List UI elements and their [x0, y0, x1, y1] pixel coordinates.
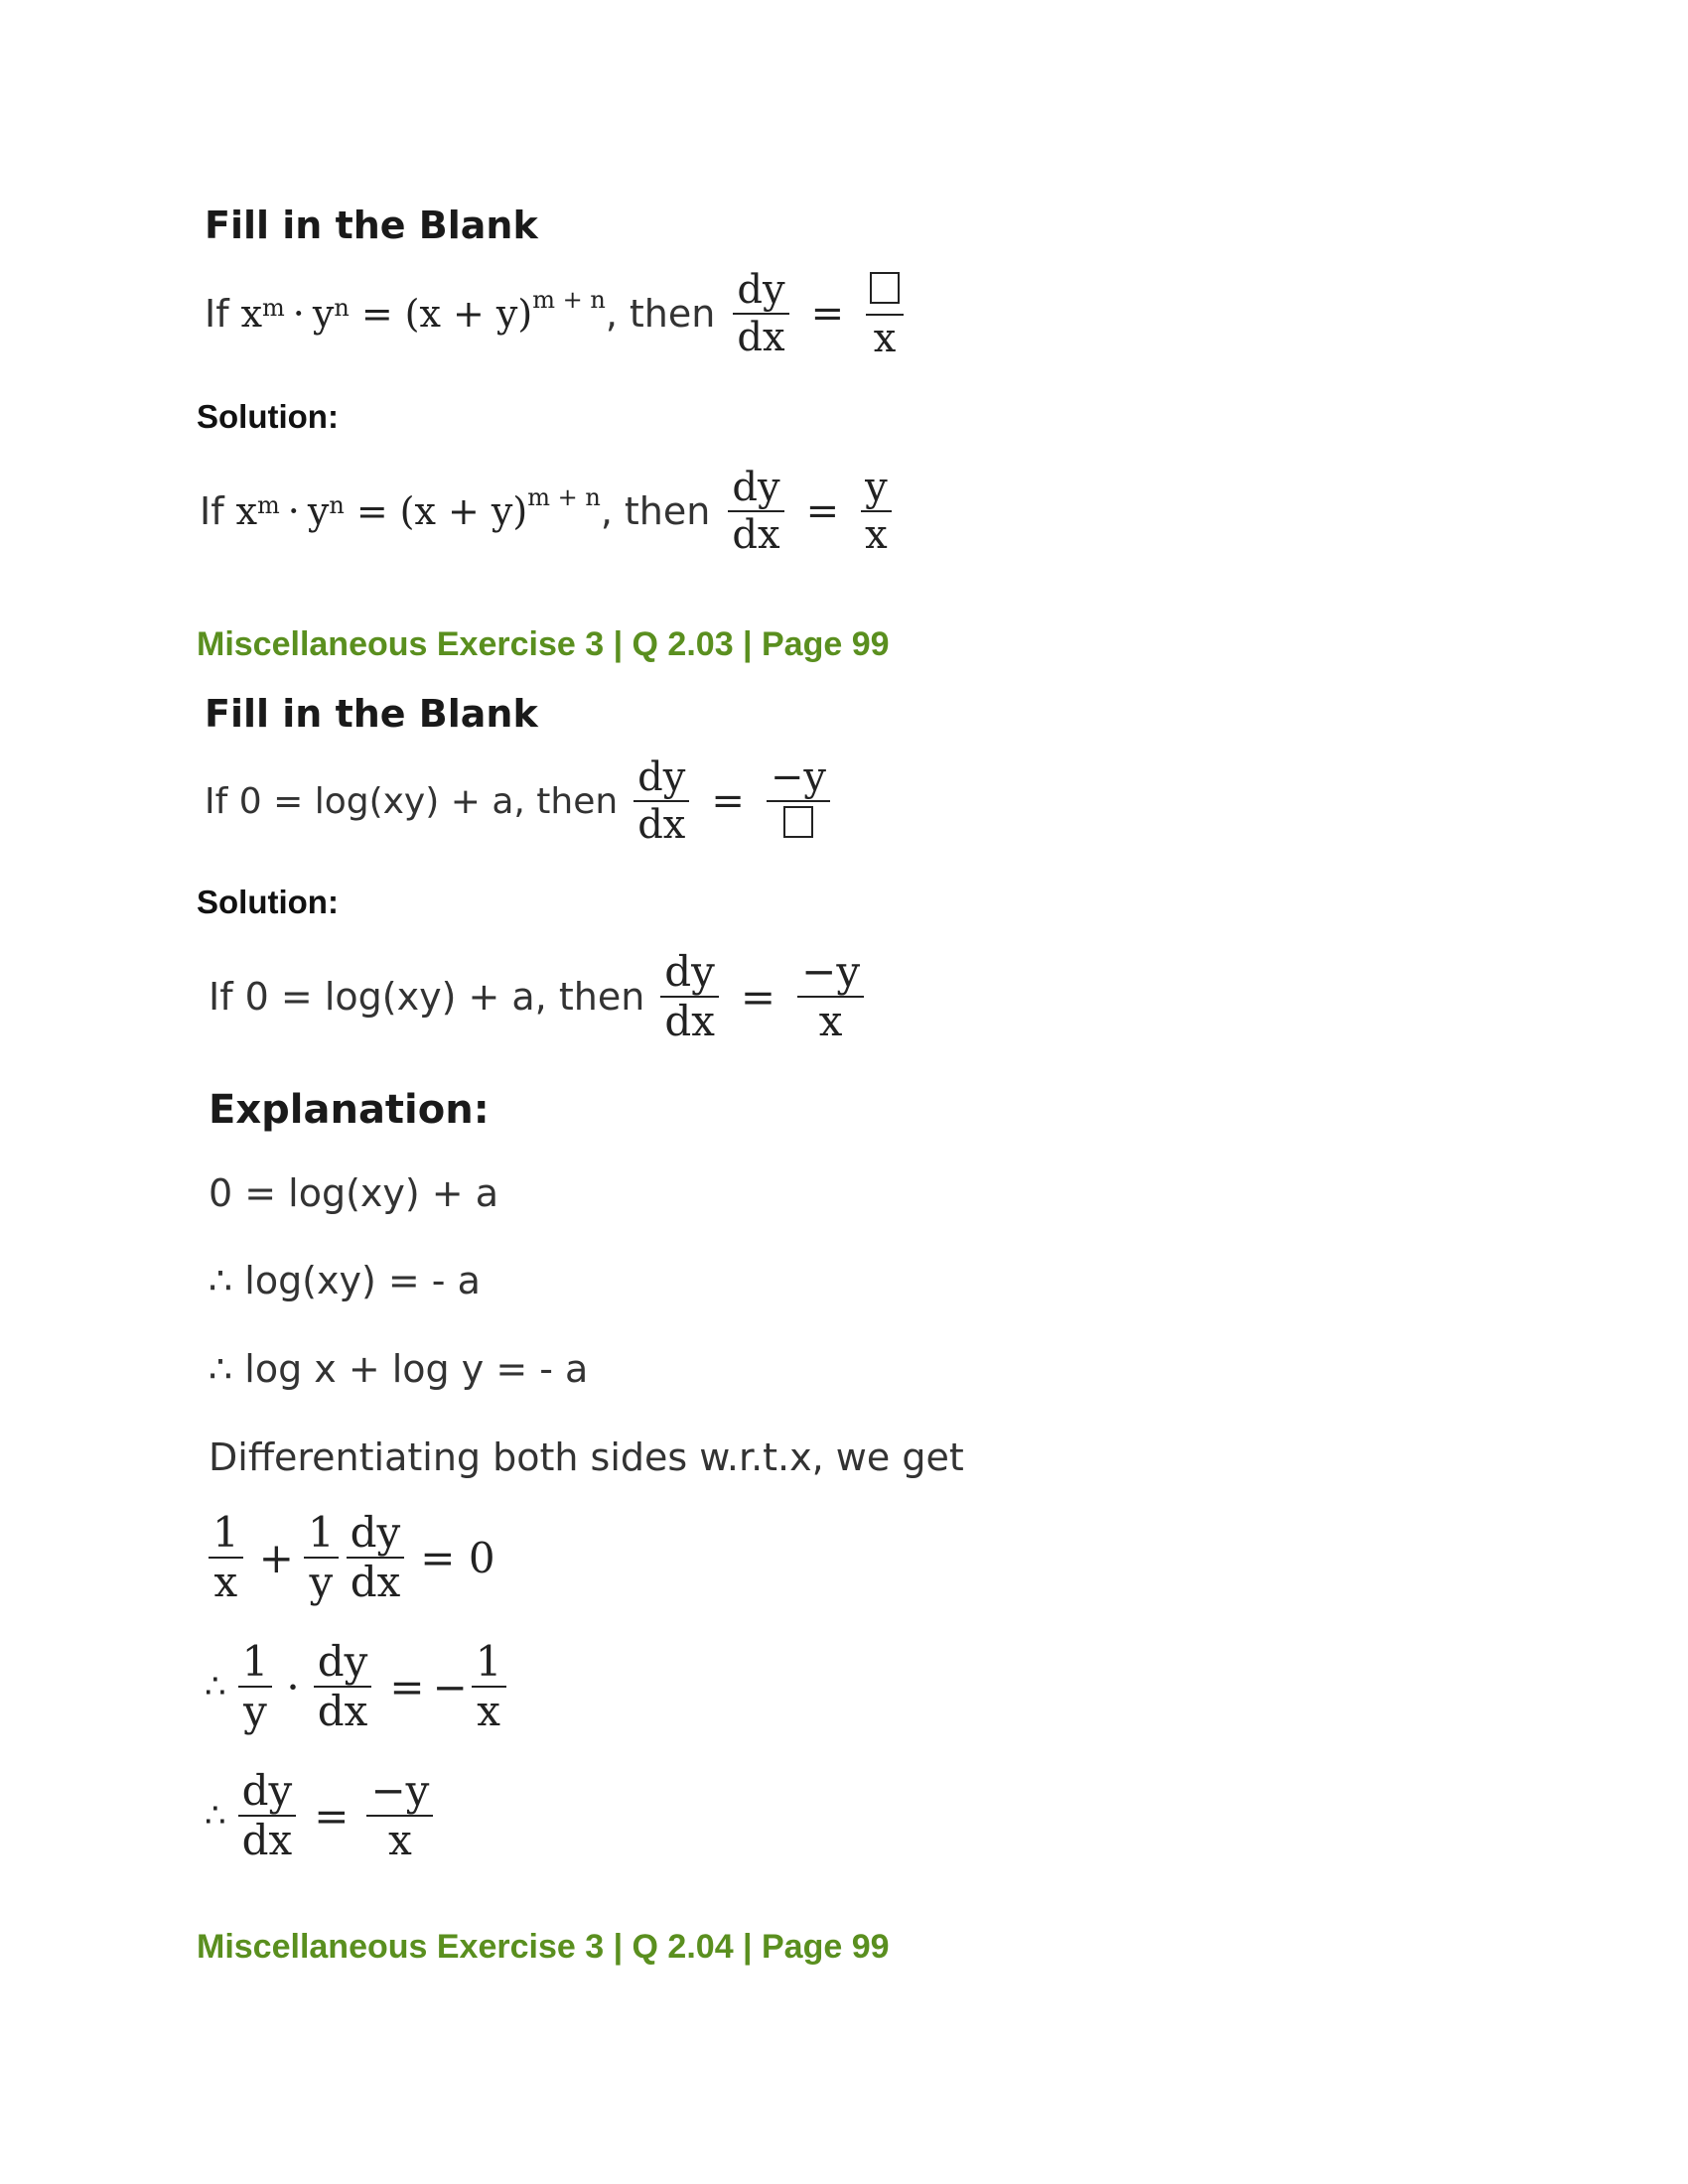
fraction-denominator: x	[213, 1558, 238, 1607]
fraction-numerator: y	[865, 465, 888, 510]
section-heading	[205, 204, 538, 247]
step-text: Differentiating both sides w.r.t.x, we get	[209, 1435, 964, 1479]
answer-fraction	[866, 266, 904, 361]
equals-sign: =	[355, 489, 388, 533]
fraction-numerator: −y	[370, 1766, 430, 1815]
equals-zero: = 0	[420, 1533, 495, 1582]
rhs-base: (x + y)	[404, 292, 533, 336]
fraction-numerator: −y	[770, 754, 827, 800]
dot-operator: ·	[287, 489, 300, 533]
explanation-label-text: Explanation:	[209, 1087, 490, 1133]
fraction-denominator: dx	[317, 1687, 368, 1736]
answer-fraction	[861, 465, 892, 558]
fraction-denominator: dx	[732, 512, 780, 558]
fraction-denominator: x	[865, 512, 888, 558]
question-text: If 0 = log(xy) + a, then	[205, 780, 619, 822]
section-heading	[205, 692, 538, 736]
answer-fraction	[767, 754, 830, 848]
answer-fraction	[797, 948, 864, 1046]
fraction-denominator: x	[388, 1816, 412, 1865]
dy-dx-fraction	[660, 948, 719, 1046]
fraction-denominator: dx	[241, 1816, 293, 1865]
fraction	[347, 1509, 405, 1607]
solution-equation	[200, 465, 902, 558]
comma: ,	[605, 292, 618, 336]
fraction	[314, 1638, 372, 1736]
equals-sign: =	[389, 1662, 425, 1711]
fraction-numerator: 1	[307, 1508, 335, 1557]
fraction-numerator: 1	[241, 1637, 269, 1686]
fraction-denominator: x	[818, 997, 843, 1046]
fraction-denominator: dx	[664, 997, 715, 1046]
dy-dx-fraction	[733, 267, 788, 360]
plus-sign: +	[258, 1533, 294, 1582]
box-icon	[866, 266, 904, 314]
question-equation	[205, 754, 840, 848]
solution-label-text: Solution:	[197, 398, 339, 435]
rhs-exponent: m + n	[527, 483, 601, 511]
fraction-numerator: dy	[317, 1637, 368, 1686]
fraction-numerator: dy	[737, 267, 785, 313]
exponent-m: m	[262, 294, 285, 322]
dy-dx-fraction	[728, 465, 783, 558]
if-word: If	[205, 292, 229, 336]
exercise-link[interactable]	[197, 1928, 890, 1967]
question-equation	[205, 266, 914, 361]
step-text: 0 = log(xy) + a	[209, 1171, 499, 1215]
var-x: x	[235, 489, 258, 533]
fraction	[238, 1767, 297, 1865]
solution-text: If 0 = log(xy) + a, then	[209, 975, 645, 1020]
solution-label-text: Solution:	[197, 884, 339, 920]
fraction-denominator: dx	[350, 1558, 401, 1607]
box-icon	[779, 802, 817, 848]
exercise-link-text[interactable]: Miscellaneous Exercise 3 | Q 2.03 | Page 99	[197, 625, 890, 663]
var-y: y	[312, 292, 335, 336]
fraction	[472, 1638, 506, 1736]
dot-operator: ·	[292, 292, 305, 336]
fraction	[304, 1509, 339, 1607]
comma: ,	[600, 489, 613, 533]
fraction-numerator: dy	[637, 754, 686, 800]
derivation-equation-3	[205, 1767, 443, 1865]
exponent-n: n	[329, 491, 345, 519]
fraction-numerator: −y	[801, 947, 861, 996]
dy-dx-fraction	[633, 754, 689, 848]
dot-operator: ·	[286, 1662, 300, 1711]
fraction-denominator: dx	[637, 802, 686, 848]
step-text: ∴ log(xy) = - a	[209, 1259, 481, 1302]
explanation-heading	[209, 1087, 490, 1133]
exercise-link-text[interactable]: Miscellaneous Exercise 3 | Q 2.04 | Page 99	[197, 1928, 890, 1966]
fraction-denominator: y	[309, 1558, 334, 1607]
fraction	[366, 1767, 433, 1865]
fraction-numerator: dy	[241, 1766, 293, 1815]
explanation-step	[209, 1435, 964, 1479]
var-y: y	[307, 489, 330, 533]
then-word: then	[629, 292, 716, 336]
solution-equation	[209, 948, 874, 1046]
derivation-equation-2	[205, 1638, 516, 1736]
if-word: If	[200, 489, 224, 533]
fraction-denominator: y	[243, 1687, 267, 1736]
exponent-m: m	[257, 491, 280, 519]
explanation-step	[209, 1347, 588, 1391]
exponent-n: n	[334, 294, 350, 322]
equals-sign: =	[314, 1791, 350, 1841]
equals-sign: =	[360, 292, 393, 336]
heading-text: Fill in the Blank	[205, 692, 538, 736]
explanation-step	[209, 1171, 498, 1215]
equals-sign: =	[810, 291, 845, 337]
solution-label	[197, 398, 339, 436]
rhs-base: (x + y)	[399, 489, 528, 533]
fraction-numerator: 1	[212, 1508, 239, 1557]
fraction-denominator: x	[873, 316, 897, 361]
equals-sign: =	[711, 778, 745, 824]
fraction-numerator: dy	[350, 1508, 401, 1557]
equals-sign: =	[740, 972, 776, 1022]
derivation-equation-1	[205, 1509, 495, 1607]
var-x: x	[240, 292, 263, 336]
fraction-denominator: x	[477, 1687, 500, 1736]
then-word: then	[624, 489, 711, 533]
minus-sign: −	[432, 1662, 468, 1711]
rhs-exponent: m + n	[532, 286, 606, 314]
fraction-numerator: dy	[732, 465, 780, 510]
fraction	[209, 1509, 243, 1607]
fraction-denominator: dx	[737, 315, 785, 360]
exercise-link[interactable]	[197, 625, 890, 664]
fraction-numerator: 1	[475, 1637, 502, 1686]
fraction-numerator: dy	[664, 947, 715, 996]
fraction	[238, 1638, 273, 1736]
therefore-symbol: ∴	[205, 1667, 226, 1707]
explanation-step	[209, 1259, 481, 1302]
heading-text: Fill in the Blank	[205, 204, 538, 247]
step-text: ∴ log x + log y = - a	[209, 1347, 589, 1391]
equals-sign: =	[805, 488, 840, 534]
solution-label	[197, 884, 339, 921]
therefore-symbol: ∴	[205, 1796, 226, 1837]
